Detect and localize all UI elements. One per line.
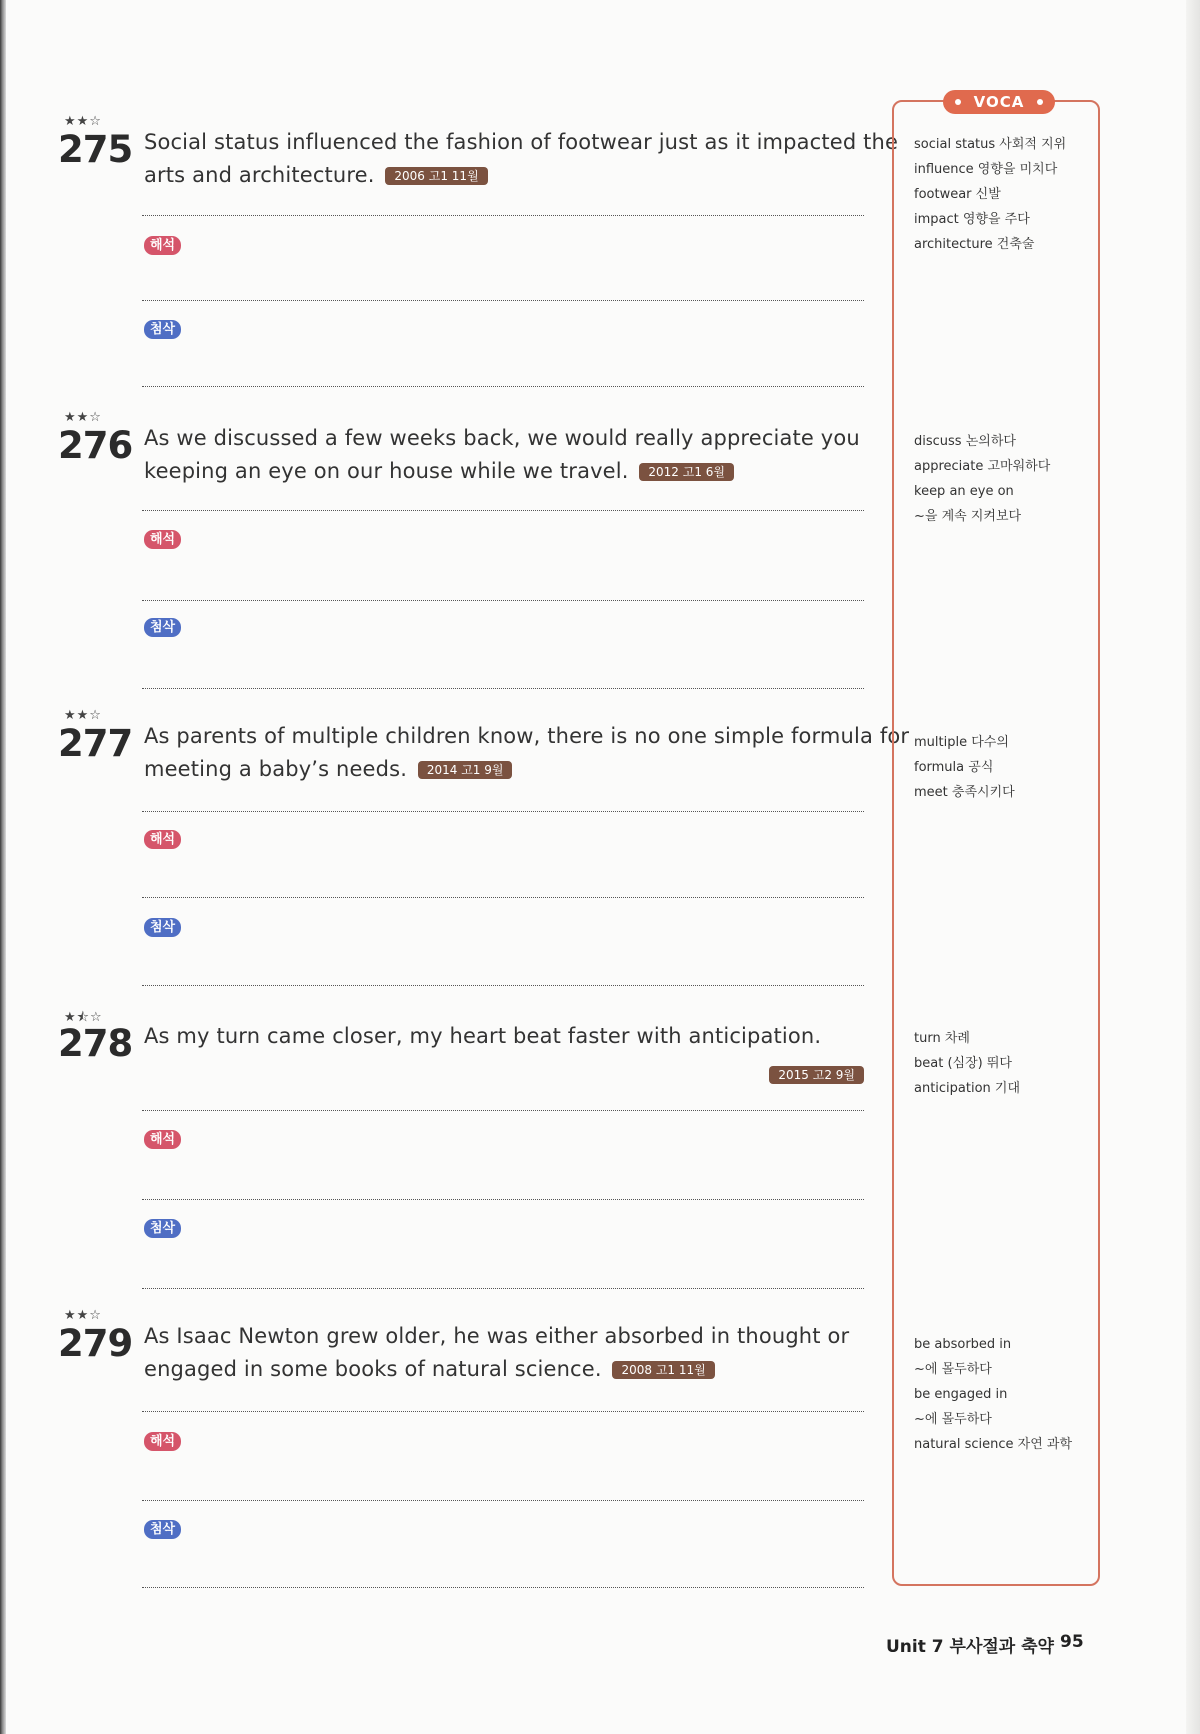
answer-line <box>142 300 864 301</box>
correct-badge: 첨삭 <box>144 618 181 637</box>
exercise-number: 278 <box>58 1022 133 1065</box>
exercise-275 <box>58 114 899 394</box>
voca-item: appreciate 고마워하다 <box>914 459 1051 474</box>
page-right-edge <box>1186 0 1200 1734</box>
voca-item: ~을 계속 지켜보다 <box>914 509 1022 524</box>
voca-item: anticipation 기대 <box>914 1081 1021 1096</box>
answer-line <box>142 688 864 689</box>
interpret-badge: 해석 <box>144 830 181 849</box>
voca-item: keep an eye on <box>914 484 1014 499</box>
interpret-badge: 해석 <box>144 530 181 549</box>
voca-group-276 <box>914 429 1100 529</box>
voca-item: multiple 다수의 <box>914 735 1009 750</box>
exercise-279 <box>58 1308 864 1598</box>
voca-item: turn 차례 <box>914 1031 970 1046</box>
difficulty-stars: ★★☆ <box>64 114 102 129</box>
answer-line <box>142 985 864 986</box>
answer-line <box>142 1500 864 1501</box>
answer-line <box>142 1411 864 1412</box>
source-tag: 2015 고2 9월 <box>769 1066 864 1084</box>
exercise-number: 276 <box>58 424 133 467</box>
answer-line <box>142 1110 864 1111</box>
exercise-sentence <box>144 1320 924 1386</box>
exercise-278 <box>58 1008 864 1288</box>
voca-item: social status 사회적 지위 <box>914 137 1067 152</box>
voca-item: impact 영향을 주다 <box>914 212 1030 227</box>
answer-line <box>142 897 864 898</box>
exercise-277 <box>58 708 910 988</box>
answer-line <box>142 1587 864 1588</box>
interpret-badge: 해석 <box>144 1432 181 1451</box>
source-tag: 2006 고1 11월 <box>385 167 487 185</box>
source-tag: 2014 고1 9월 <box>418 761 513 779</box>
voca-title: VOCA <box>943 90 1055 114</box>
sentence-text: As we discussed a few weeks back, we would really appreciate you keeping an eye on our house while we travel. <box>144 426 860 483</box>
voca-item: discuss 논의하다 <box>914 434 1016 449</box>
footer-unit-title: Unit 7 부사절과 축약 <box>886 1637 1054 1657</box>
exercise-sentence <box>144 1020 924 1053</box>
voca-item: ~에 몰두하다 <box>914 1362 992 1377</box>
exercise-276 <box>58 410 864 690</box>
interpret-badge: 해석 <box>144 1130 181 1149</box>
exercise-number: 277 <box>58 722 133 765</box>
exercise-sentence <box>144 720 924 786</box>
voca-group-275 <box>914 132 1100 257</box>
correct-badge: 첨삭 <box>144 1219 181 1238</box>
answer-line <box>142 1288 864 1289</box>
answer-line <box>142 215 864 216</box>
answer-line <box>142 510 864 511</box>
answer-line <box>142 600 864 601</box>
correct-badge: 첨삭 <box>144 918 181 937</box>
voca-item: architecture 건축술 <box>914 237 1035 252</box>
voca-group-278 <box>914 1026 1100 1101</box>
correct-badge: 첨삭 <box>144 1520 181 1539</box>
source-tag: 2008 고1 11월 <box>612 1361 714 1379</box>
voca-item: meet 충족시키다 <box>914 785 1015 800</box>
voca-item: formula 공식 <box>914 760 994 775</box>
voca-item: be absorbed in <box>914 1337 1012 1352</box>
page-binding-edge <box>0 0 6 1734</box>
difficulty-stars: ★⯪☆ <box>64 1010 103 1025</box>
voca-group-279 <box>914 1332 1100 1457</box>
voca-item: influence 영향을 미치다 <box>914 162 1058 177</box>
voca-item: footwear 신발 <box>914 187 1001 202</box>
exercise-sentence <box>144 422 924 488</box>
exercise-number: 279 <box>58 1322 133 1365</box>
exercise-sentence <box>144 126 924 192</box>
difficulty-stars: ★★☆ <box>64 1308 102 1323</box>
interpret-badge: 해석 <box>144 236 181 255</box>
answer-line <box>142 811 864 812</box>
voca-item: natural science 자연 과학 <box>914 1437 1073 1452</box>
page-number: 95 <box>1060 1632 1084 1652</box>
voca-item: beat (심장) 뛰다 <box>914 1056 1012 1071</box>
exercise-number: 275 <box>58 128 133 171</box>
answer-line <box>142 386 864 387</box>
source-tag: 2012 고1 6월 <box>639 463 734 481</box>
difficulty-stars: ★★☆ <box>64 708 102 723</box>
correct-badge: 첨삭 <box>144 320 181 339</box>
voca-item: be engaged in <box>914 1387 1008 1402</box>
sentence-text: As parents of multiple children know, there is no one simple formula for meeting a baby’s needs. <box>144 724 910 781</box>
voca-item: ~에 몰두하다 <box>914 1412 992 1427</box>
sentence-text: As my turn came closer, my heart beat faster with anticipation. <box>144 1024 822 1048</box>
voca-group-277 <box>914 730 1100 805</box>
sentence-text: Social status influenced the fashion of footwear just as it impacted the arts and architecture. <box>144 130 899 187</box>
sentence-text: As Isaac Newton grew older, he was either absorbed in thought or engaged in some books of natural science. <box>144 1324 850 1381</box>
answer-line <box>142 1199 864 1200</box>
difficulty-stars: ★★☆ <box>64 410 102 425</box>
